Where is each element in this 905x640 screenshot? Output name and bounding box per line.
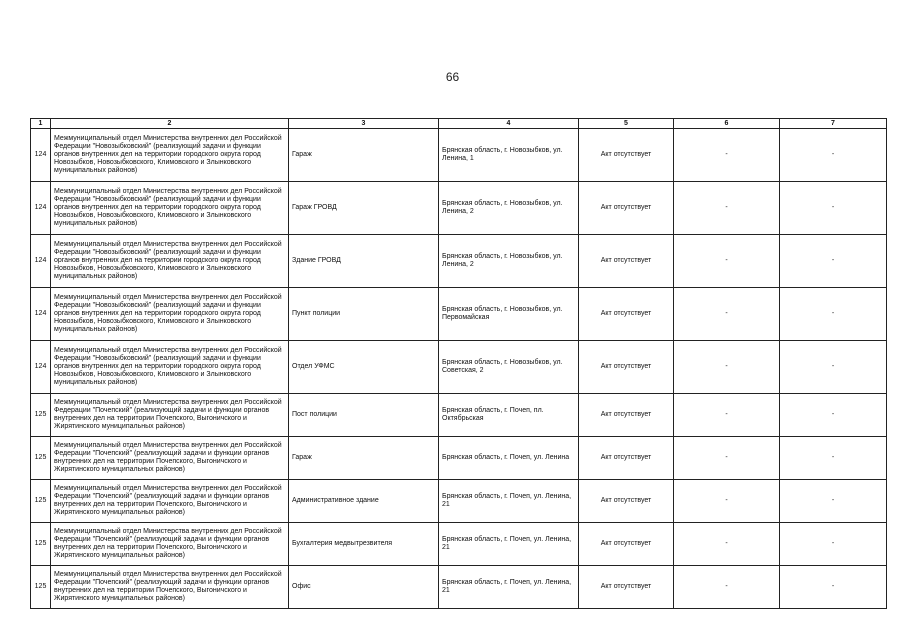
row-number: 124: [31, 341, 51, 394]
table-header-row: [31, 119, 887, 129]
object-cell: Здание ГРОВД: [289, 235, 439, 288]
col7-cell: -: [780, 394, 887, 437]
act-cell: Акт отсутствует: [579, 437, 674, 480]
owner-cell: Межмуниципальный отдел Министерства внутренних дел Российской Федерации "Почепский" (реализующий задачи и функции органов внутренних дел на территории Почепского, Выгоничского и Жирятинского муниципальных районов): [51, 437, 289, 480]
act-cell: Акт отсутствует: [579, 523, 674, 566]
owner-cell: Межмуниципальный отдел Министерства внутренних дел Российской Федерации "Новозыбковский" (реализующий задачи и функции органов внутренних дел на территории городского округа город Новозыбков, Новозыбковского, Климовского и Злынковского муниципальных районов): [51, 288, 289, 341]
object-cell: Административное здание: [289, 480, 439, 523]
column-header: 5: [579, 119, 674, 129]
object-cell: Пункт полиции: [289, 288, 439, 341]
address-cell: Брянская область, г. Новозыбков, ул. Ленина, 2: [439, 235, 579, 288]
object-cell: Гараж: [289, 437, 439, 480]
row-number: 124: [31, 288, 51, 341]
table-row: [31, 182, 887, 235]
address-cell: Брянская область, г. Почеп, пл. Октябрьская: [439, 394, 579, 437]
object-cell: Гараж ГРОВД: [289, 182, 439, 235]
page-number: 66: [445, 70, 460, 84]
col7-cell: -: [780, 182, 887, 235]
owner-cell: Межмуниципальный отдел Министерства внутренних дел Российской Федерации "Новозыбковский" (реализующий задачи и функции органов внутренних дел на территории городского округа город Новозыбков, Новозыбковского, Климовского и Злынковского муниципальных районов): [51, 341, 289, 394]
column-header: 4: [439, 119, 579, 129]
act-cell: Акт отсутствует: [579, 129, 674, 182]
col7-cell: -: [780, 437, 887, 480]
address-cell: Брянская область, г. Почеп, ул. Ленина, 21: [439, 480, 579, 523]
object-cell: Офис: [289, 566, 439, 609]
row-number: 125: [31, 480, 51, 523]
col6-cell: -: [674, 437, 780, 480]
col7-cell: -: [780, 129, 887, 182]
address-cell: Брянская область, г. Почеп, ул. Ленина: [439, 437, 579, 480]
col6-cell: -: [674, 129, 780, 182]
address-cell: Брянская область, г. Новозыбков, ул. Советская, 2: [439, 341, 579, 394]
column-header: 1: [31, 119, 51, 129]
object-cell: Пост полиции: [289, 394, 439, 437]
column-header: 7: [780, 119, 887, 129]
col7-cell: -: [780, 480, 887, 523]
row-number: 125: [31, 437, 51, 480]
act-cell: Акт отсутствует: [579, 394, 674, 437]
act-cell: Акт отсутствует: [579, 288, 674, 341]
address-cell: Брянская область, г. Новозыбков, ул. Ленина, 1: [439, 129, 579, 182]
act-cell: Акт отсутствует: [579, 182, 674, 235]
property-register-table: [30, 118, 887, 609]
col6-cell: -: [674, 235, 780, 288]
owner-cell: Межмуниципальный отдел Министерства внутренних дел Российской Федерации "Новозыбковский" (реализующий задачи и функции органов внутренних дел на территории городского округа город Новозыбков, Новозыбковского, Климовского и Злынковского муниципальных районов): [51, 235, 289, 288]
col7-cell: -: [780, 341, 887, 394]
column-header: 2: [51, 119, 289, 129]
address-cell: Брянская область, г. Почеп, ул. Ленина, 21: [439, 566, 579, 609]
owner-cell: Межмуниципальный отдел Министерства внутренних дел Российской Федерации "Почепский" (реализующий задачи и функции органов внутренних дел на территории Почепского, Выгоничского и Жирятинского муниципальных районов): [51, 394, 289, 437]
owner-cell: Межмуниципальный отдел Министерства внутренних дел Российской Федерации "Почепский" (реализующий задачи и функции органов внутренних дел на территории Почепского, Выгоничского и Жирятинского муниципальных районов): [51, 480, 289, 523]
col7-cell: -: [780, 566, 887, 609]
col6-cell: -: [674, 523, 780, 566]
owner-cell: Межмуниципальный отдел Министерства внутренних дел Российской Федерации "Почепский" (реализующий задачи и функции органов внутренних дел на территории Почепского, Выгоничского и Жирятинского муниципальных районов): [51, 566, 289, 609]
address-cell: Брянская область, г. Почеп, ул. Ленина, 21: [439, 523, 579, 566]
owner-cell: Межмуниципальный отдел Министерства внутренних дел Российской Федерации "Новозыбковский" (реализующий задачи и функции органов внутренних дел на территории городского округа город Новозыбков, Новозыбковского, Климовского и Злынковского муниципальных районов): [51, 182, 289, 235]
table-row: [31, 235, 887, 288]
col6-cell: -: [674, 480, 780, 523]
col6-cell: -: [674, 288, 780, 341]
col7-cell: -: [780, 523, 887, 566]
object-cell: Отдел УФМС: [289, 341, 439, 394]
table-row: [31, 523, 887, 566]
act-cell: Акт отсутствует: [579, 480, 674, 523]
address-cell: Брянская область, г. Новозыбков, ул. Первомайская: [439, 288, 579, 341]
col6-cell: -: [674, 182, 780, 235]
row-number: 125: [31, 523, 51, 566]
act-cell: Акт отсутствует: [579, 341, 674, 394]
table-row: [31, 566, 887, 609]
object-cell: Бухгалтерия медвытрезвителя: [289, 523, 439, 566]
table-row: [31, 394, 887, 437]
table-row: [31, 437, 887, 480]
table-row: [31, 129, 887, 182]
table-row: [31, 480, 887, 523]
row-number: 124: [31, 182, 51, 235]
column-header: 6: [674, 119, 780, 129]
row-number: 124: [31, 235, 51, 288]
col7-cell: -: [780, 288, 887, 341]
col7-cell: -: [780, 235, 887, 288]
col6-cell: -: [674, 341, 780, 394]
act-cell: Акт отсутствует: [579, 235, 674, 288]
row-number: 125: [31, 566, 51, 609]
col6-cell: -: [674, 566, 780, 609]
object-cell: Гараж: [289, 129, 439, 182]
address-cell: Брянская область, г. Новозыбков, ул. Ленина, 2: [439, 182, 579, 235]
owner-cell: Межмуниципальный отдел Министерства внутренних дел Российской Федерации "Новозыбковский" (реализующий задачи и функции органов внутренних дел на территории городского округа город Новозыбков, Новозыбковского, Климовского и Злынковского муниципальных районов): [51, 129, 289, 182]
column-header: 3: [289, 119, 439, 129]
act-cell: Акт отсутствует: [579, 566, 674, 609]
owner-cell: Межмуниципальный отдел Министерства внутренних дел Российской Федерации "Почепский" (реализующий задачи и функции органов внутренних дел на территории Почепского, Выгоничского и Жирятинского муниципальных районов): [51, 523, 289, 566]
row-number: 124: [31, 129, 51, 182]
row-number: 125: [31, 394, 51, 437]
table-row: [31, 341, 887, 394]
col6-cell: -: [674, 394, 780, 437]
table-row: [31, 288, 887, 341]
